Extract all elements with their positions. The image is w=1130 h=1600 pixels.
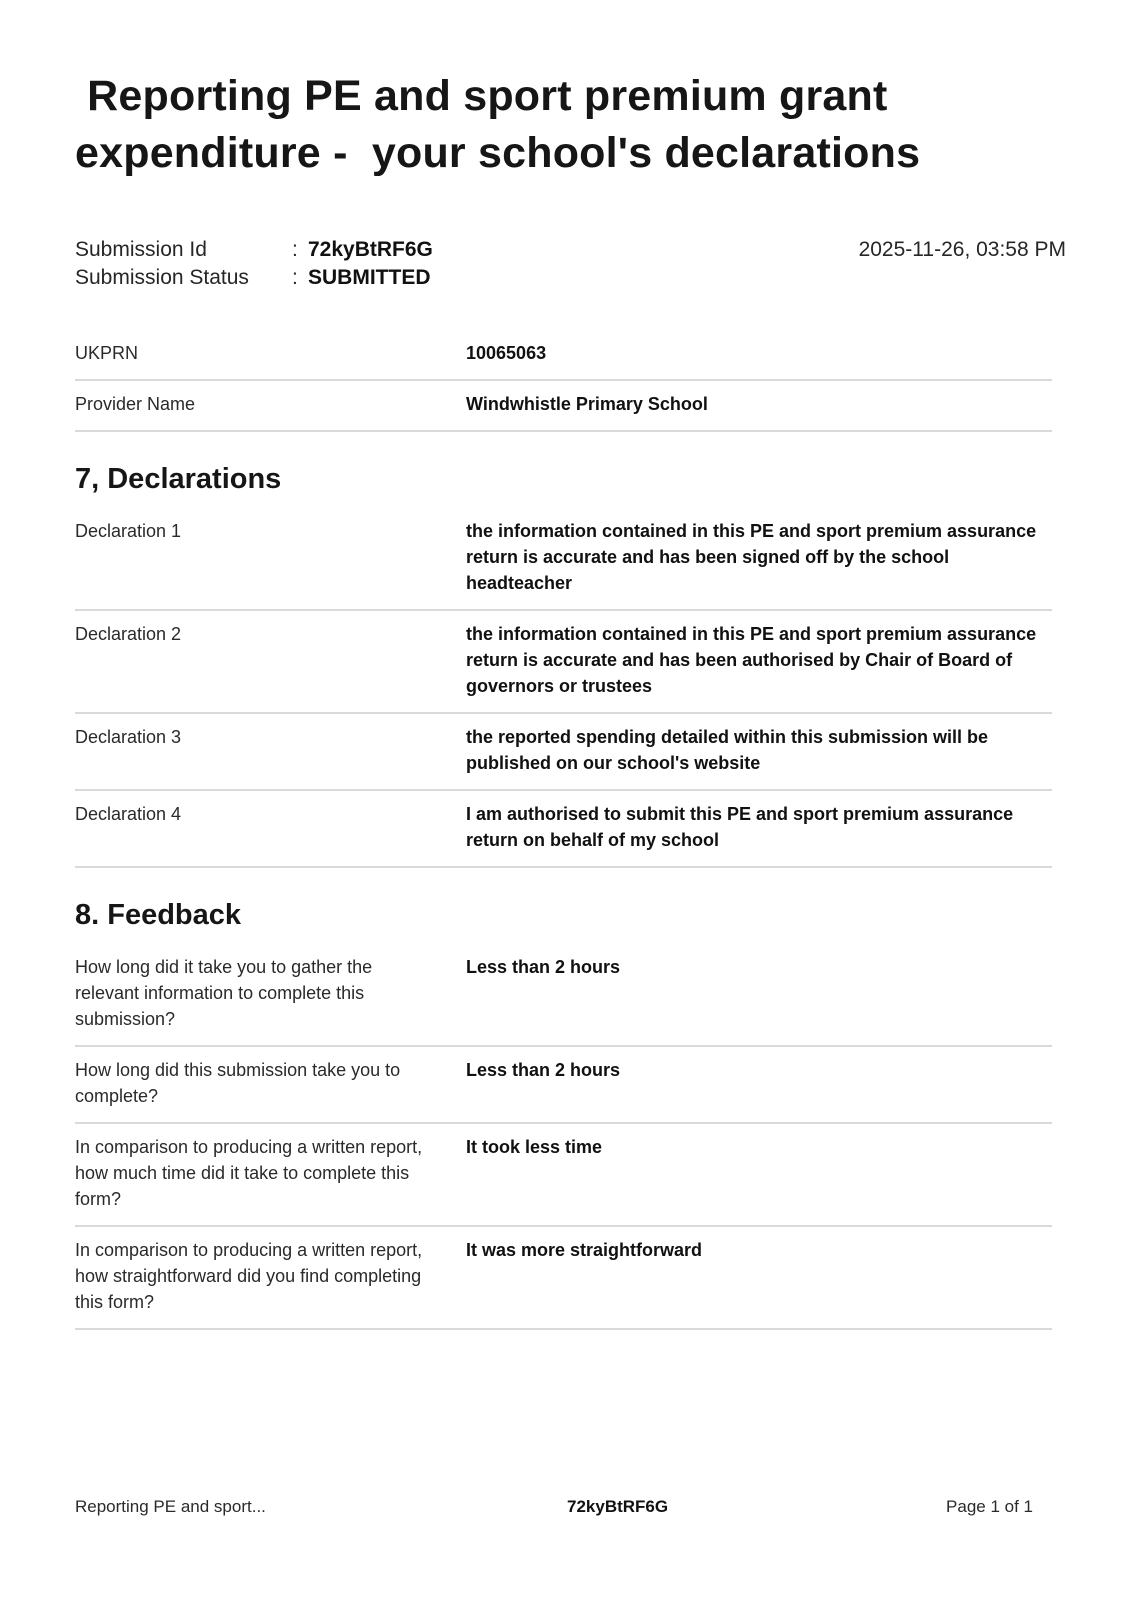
row-value: Less than 2 hours bbox=[466, 1060, 621, 1080]
row-label: UKPRN bbox=[75, 343, 139, 363]
table-row bbox=[75, 1047, 1052, 1124]
submission-status-colon: : bbox=[292, 266, 298, 289]
row-label: Declaration 2 bbox=[75, 624, 182, 644]
footer-page-number: Page 1 of 1 bbox=[946, 1497, 1033, 1516]
table-row bbox=[75, 1124, 1052, 1227]
row-label: Declaration 1 bbox=[75, 521, 182, 541]
submission-status-label: Submission Status bbox=[75, 266, 249, 289]
row-value: Windwhistle Primary School bbox=[466, 394, 708, 414]
table-row bbox=[75, 944, 1052, 1047]
document-title-line-1: Reporting PE and sport premium grant bbox=[75, 72, 888, 120]
footer-document-name: Reporting PE and sport... bbox=[75, 1497, 266, 1516]
submission-meta bbox=[75, 236, 1066, 292]
section-heading-declarations: 7, Declarations bbox=[75, 463, 282, 495]
row-label: In comparison to producing a written report, how straightforward did you find completing this form? bbox=[75, 1240, 423, 1312]
table-row bbox=[75, 611, 1052, 714]
submission-id-label: Submission Id bbox=[75, 238, 207, 261]
row-value: I am authorised to submit this PE and sport premium assurance return on behalf of my school bbox=[466, 804, 1014, 850]
row-label: Provider Name bbox=[75, 394, 196, 414]
row-value: Less than 2 hours bbox=[466, 957, 621, 977]
submission-meta-fields bbox=[75, 236, 433, 292]
table-row bbox=[75, 381, 1052, 432]
row-label: How long did this submission take you to complete? bbox=[75, 1060, 401, 1106]
row-value: It took less time bbox=[466, 1137, 603, 1157]
table-row bbox=[75, 508, 1052, 611]
provider-table bbox=[75, 330, 1052, 432]
row-label: In comparison to producing a written report, how much time did it take to complete this form? bbox=[75, 1137, 423, 1209]
document-title bbox=[75, 0, 1093, 182]
table-row bbox=[75, 791, 1052, 868]
feedback-table bbox=[75, 944, 1052, 1330]
row-value: 10065063 bbox=[466, 343, 547, 363]
submission-status-value: SUBMITTED bbox=[308, 266, 431, 289]
row-label: How long did it take you to gather the relevant information to complete this submission? bbox=[75, 957, 373, 1029]
submission-timestamp: 2025-11-26, 03:58 PM bbox=[858, 238, 1066, 261]
section-heading-feedback: 8. Feedback bbox=[75, 899, 242, 931]
submission-id-value: 72kyBtRF6G bbox=[308, 238, 433, 261]
footer-submission-id: 72kyBtRF6G bbox=[567, 1497, 669, 1516]
row-label: Declaration 4 bbox=[75, 804, 182, 824]
row-value: the information contained in this PE and sport premium assurance return is accurate and has been authorised by Chair of Board of governors or trustees bbox=[466, 624, 1037, 696]
row-value: the information contained in this PE and sport premium assurance return is accurate and has been signed off by the school headteacher bbox=[466, 521, 1037, 593]
declarations-table bbox=[75, 508, 1052, 868]
row-value: It was more straightforward bbox=[466, 1240, 703, 1260]
table-row bbox=[75, 1227, 1052, 1330]
table-row bbox=[75, 714, 1052, 791]
page-footer bbox=[75, 1496, 1052, 1518]
row-value: the reported spending detailed within this submission will be published on our school's website bbox=[466, 727, 989, 773]
row-label: Declaration 3 bbox=[75, 727, 182, 747]
table-row bbox=[75, 330, 1052, 381]
document-title-line-2: expenditure - your school's declarations bbox=[75, 129, 921, 177]
submission-id-colon: : bbox=[292, 238, 298, 261]
